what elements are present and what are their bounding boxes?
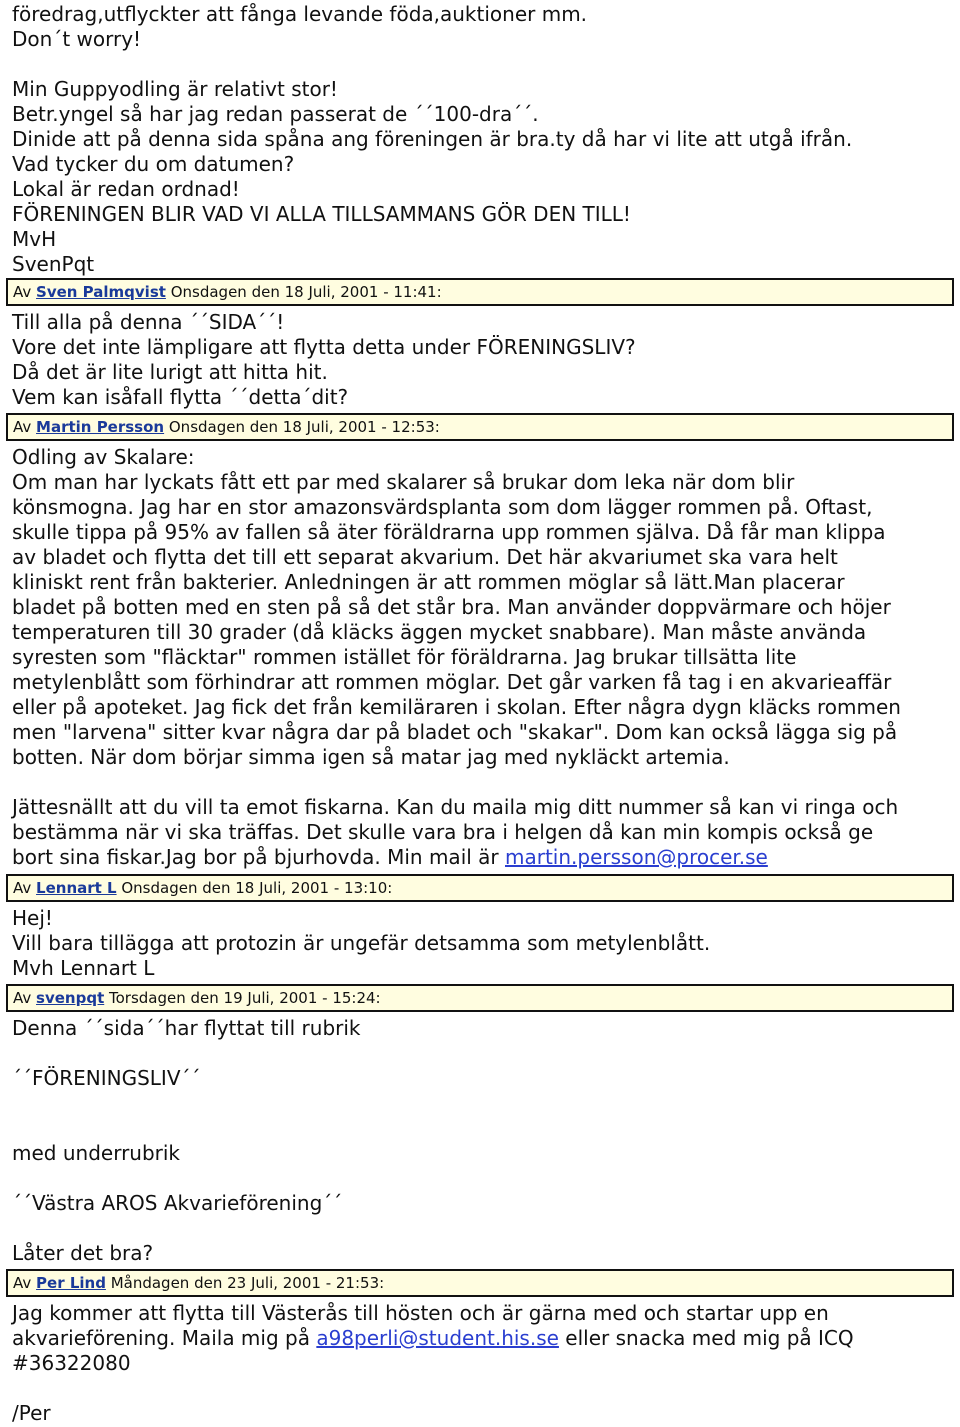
post-line: kliniskt rent från bakterier. Anledningen är att rommen möglar så lätt.Man placerar <box>12 570 845 594</box>
post-line <box>12 1216 954 1241</box>
post-date: Onsdagen den 18 Juli, 2001 - 11:41: <box>165 283 442 301</box>
intro-line: Lokal är redan ordnad! <box>12 177 240 201</box>
post-header <box>6 413 954 441</box>
post-line: bestämma när vi ska träffas. Det skulle vara bra i helgen då kan min kompis också ge <box>12 820 874 844</box>
post-line: Mvh Lennart L <box>12 956 155 980</box>
post-line <box>12 1091 954 1116</box>
post-line: Vill bara tillägga att protozin är ungefär detsamma som metylenblått. <box>12 931 711 955</box>
post-line: ´´FÖRENINGSLIV´´ <box>12 1066 201 1090</box>
author-link[interactable]: Sven Palmqvist <box>36 283 166 301</box>
intro-line: MvH <box>12 227 57 251</box>
intro-line: Don´t worry! <box>12 27 142 51</box>
post-line: metylenblått som förhindrar att rommen möglar. Det går varken få tag i en akvarieaffär <box>12 670 892 694</box>
post-header <box>6 874 954 902</box>
post-line-text: eller snacka med mig på ICQ <box>558 1326 854 1350</box>
intro-text <box>12 2 954 277</box>
author-link[interactable]: Lennart L <box>36 879 117 897</box>
post-line: Vem kan isåfall flytta ´´detta´dit? <box>12 385 349 409</box>
post-line: Låter det bra? <box>12 1241 154 1265</box>
intro-line: Dinide att på denna sida spåna ang föreningen är bra.ty då har vi lite att utgå ifrån. <box>12 127 853 151</box>
post-line <box>12 1166 954 1191</box>
post-line: eller på apoteket. Jag fick det från kemiläraren i skolan. Efter några dygn kläcks rommen <box>12 695 901 719</box>
post-line: ´´Västra AROS Akvarieförening´´ <box>12 1191 343 1215</box>
post-prefix: Av <box>13 879 37 897</box>
intro-line: Betr.yngel så har jag redan passerat de ´´100-dra´´. <box>12 102 539 126</box>
intro-line: SvenPqt <box>12 252 95 276</box>
post-body <box>12 906 954 981</box>
post-line <box>12 1041 954 1066</box>
post-line <box>12 845 954 870</box>
post-line: Vore det inte lämpligare att flytta detta under FÖRENINGSLIV? <box>12 335 636 359</box>
post-line <box>12 1376 954 1401</box>
post-line: av bladet och flytta det till ett separat akvarium. Det här akvariumet ska vara helt <box>12 545 838 569</box>
author-link[interactable]: svenpqt <box>36 989 105 1007</box>
post-prefix: Av <box>13 283 37 301</box>
intro-line: föredrag,utflyckter att fånga levande föda,auktioner mm. <box>12 2 588 26</box>
post-line: #36322080 <box>12 1351 131 1375</box>
post-line: Jag kommer att flytta till Västerås till hösten och är gärna med och startar upp en <box>12 1301 829 1325</box>
post-line: syresten som "fläcktar" rommen istället för föräldrarna. Jag brukar tillsätta lite <box>12 645 797 669</box>
post-line: skulle tippa på 95% av fallen så äter föräldrarna upp rommen själva. Då får man klippa <box>12 520 886 544</box>
post-line: botten. När dom börjar simma igen så matar jag med nykläckt artemia. <box>12 745 730 769</box>
post-line: Jättesnällt att du vill ta emot fiskarna. Kan du maila mig ditt nummer så kan vi ringa och <box>12 795 899 819</box>
post-date: Måndagen den 23 Juli, 2001 - 21:53: <box>105 1274 385 1292</box>
post-line: Till alla på denna ´´SIDA´´! <box>12 310 285 334</box>
intro-line: FÖRENINGEN BLIR VAD VI ALLA TILLSAMMANS GÖR DEN TILL! <box>12 202 631 226</box>
post-line: bladet på botten med en sten på så det står bra. Man använder doppvärmare och höjer <box>12 595 891 619</box>
author-link[interactable]: Per Lind <box>36 1274 106 1292</box>
post-date: Onsdagen den 18 Juli, 2001 - 13:10: <box>116 879 393 897</box>
post-line <box>12 770 954 795</box>
post-header <box>6 1269 954 1297</box>
post-prefix: Av <box>13 989 37 1007</box>
intro-line: Vad tycker du om datumen? <box>12 152 295 176</box>
post-body <box>12 1016 954 1266</box>
post-body <box>12 310 954 410</box>
post-line: Hej! <box>12 906 53 930</box>
post-line: Denna ´´sida´´har flyttat till rubrik <box>12 1016 361 1040</box>
post-line-text: akvarieförening. Maila mig på <box>12 1326 317 1350</box>
post-body <box>12 445 954 870</box>
post-line: med underrubrik <box>12 1141 181 1165</box>
post-prefix: Av <box>13 418 37 436</box>
post-line-text: bort sina fiskar.Jag bor på bjurhovda. Min mail är <box>12 845 505 869</box>
post-header <box>6 278 954 306</box>
post-body <box>12 1301 954 1426</box>
email-link[interactable]: martin.persson@procer.se <box>505 845 768 869</box>
intro-line <box>12 52 954 77</box>
post-line: /Per <box>12 1401 51 1425</box>
post-prefix: Av <box>13 1274 37 1292</box>
post-line: temperaturen till 30 grader (då kläcks äggen mycket snabbare). Man måste använda <box>12 620 867 644</box>
intro-line: Min Guppyodling är relativt stor! <box>12 77 338 101</box>
post-line <box>12 1116 954 1141</box>
post-header <box>6 984 954 1012</box>
post-date: Torsdagen den 19 Juli, 2001 - 15:24: <box>104 989 381 1007</box>
post-line: Då det är lite lurigt att hitta hit. <box>12 360 328 384</box>
post-line: Odling av Skalare: <box>12 445 195 469</box>
author-link[interactable]: Martin Persson <box>36 418 165 436</box>
post-line: men "larvena" sitter kvar några dar på bladet och "skakar". Dom kan också lägga sig på <box>12 720 898 744</box>
post-line: Om man har lyckats fått ett par med skalarer så brukar dom leka när dom blir <box>12 470 795 494</box>
post-line: könsmogna. Jag har en stor amazonsvärdsplanta som dom lägger rommen på. Oftast, <box>12 495 873 519</box>
post-line <box>12 1326 954 1351</box>
email-link[interactable]: a98perli@student.his.se <box>316 1326 559 1350</box>
post-date: Onsdagen den 18 Juli, 2001 - 12:53: <box>164 418 440 436</box>
